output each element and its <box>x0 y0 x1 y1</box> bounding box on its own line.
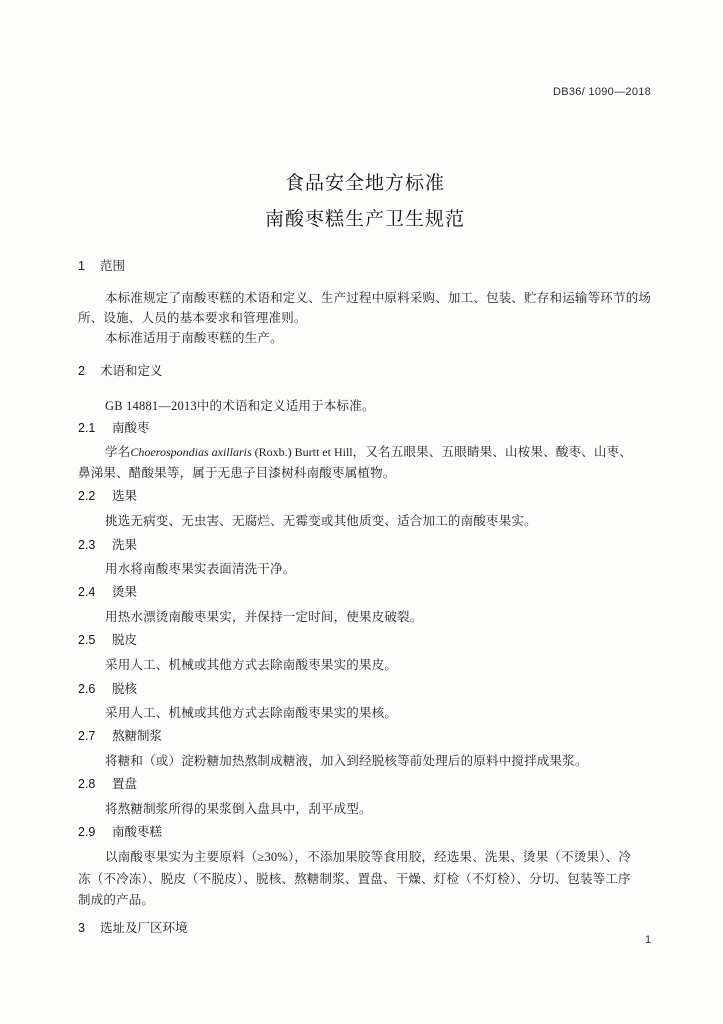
text-segment: ，又名五眼果、五眼睛果、山桉果、酸枣、山枣、 <box>352 445 633 459</box>
page-number: 1 <box>645 934 652 946</box>
term-number: 2.5 <box>78 633 96 647</box>
paragraph-line: GB 14881—2013中的术语和定义适用于本标准。 <box>105 399 375 413</box>
term-heading: 脱皮 <box>112 633 138 647</box>
term-number: 2.1 <box>78 421 96 435</box>
term-heading: 熬糖制浆 <box>112 729 163 743</box>
section-number: 2 <box>78 364 85 378</box>
section-heading: 范围 <box>100 259 126 273</box>
definition-line: 用热水漂烫南酸枣果实，并保持一定时间，使果皮破裂。 <box>105 610 423 624</box>
paragraph-line: 所、设施、人员的基本要求和管理准则。 <box>78 311 307 325</box>
term-number: 2.9 <box>78 825 96 839</box>
definition-line: 挑选无病变、无虫害、无腐烂、无霉变或其他质变、适合加工的南酸枣果实。 <box>105 514 537 528</box>
term-heading: 南酸枣糕 <box>112 825 163 839</box>
standard-number: DB36/ 1090—2018 <box>553 86 652 98</box>
term-heading: 烫果 <box>112 585 138 599</box>
definition-line: 鼻涕果、醋酸果等，属于无患子目漆树科南酸枣属植物。 <box>78 466 396 480</box>
term-number: 2.3 <box>78 538 96 552</box>
term-number: 2.2 <box>78 489 96 503</box>
text-segment: 学名 <box>105 445 131 459</box>
definition-line: 采用人工、机械或其他方式去除南酸枣果实的果核。 <box>105 706 398 720</box>
term-number: 2.4 <box>78 585 96 599</box>
section-heading: 选址及厂区环境 <box>100 921 188 935</box>
term-heading: 洗果 <box>112 538 138 552</box>
definition-line: 冻（不冷冻）、脱皮（不脱皮）、脱核、熬糖制浆、置盘、干燥、灯检（不灯检）、分切、包装等工序 <box>78 872 631 886</box>
paragraph-line: 本标准适用于南酸枣糕的生产。 <box>105 331 283 345</box>
term-heading: 脱核 <box>112 682 138 696</box>
document-title: 南酸枣糕生产卫生规范 <box>264 209 465 230</box>
definition-line: 将糖和（或）淀粉糖加热熬制成糖液，加入到经脱核等前处理后的原料中搅拌成果浆。 <box>105 754 588 768</box>
definition-line: 用水将南酸枣果实表面清洗干净。 <box>105 562 296 576</box>
paragraph-line: 本标准规定了南酸枣糕的术语和定义、生产过程中原料采购、加工、包装、贮存和运输等环节的场 <box>105 291 652 305</box>
term-number: 2.6 <box>78 682 96 696</box>
definition-line: 制成的产品。 <box>78 893 155 907</box>
definition-line: 采用人工、机械或其他方式去除南酸枣果实的果皮。 <box>105 658 398 672</box>
section-number: 1 <box>78 259 85 273</box>
definition-line: 将熬糖制浆所得的果浆倒入盘具中，刮平成型。 <box>105 802 372 816</box>
term-heading: 置盘 <box>112 777 138 791</box>
definition-line <box>105 445 632 460</box>
term-heading: 选果 <box>112 489 138 503</box>
section-number: 3 <box>78 921 85 935</box>
term-number: 2.8 <box>78 777 96 791</box>
text-segment: (Roxb.) Burtt et Hill <box>251 445 353 459</box>
term-number: 2.7 <box>78 729 96 743</box>
definition-line: 以南酸枣果实为主要原料（≥30%），不添加果胶等食用胶，经选果、洗果、烫果（不烫果）、冷 <box>105 850 632 864</box>
term-heading: 南酸枣 <box>112 421 150 435</box>
section-heading: 术语和定义 <box>100 364 163 378</box>
scientific-name: Choerospondias axillaris <box>130 445 252 459</box>
document-category-title: 食品安全地方标准 <box>284 173 445 194</box>
